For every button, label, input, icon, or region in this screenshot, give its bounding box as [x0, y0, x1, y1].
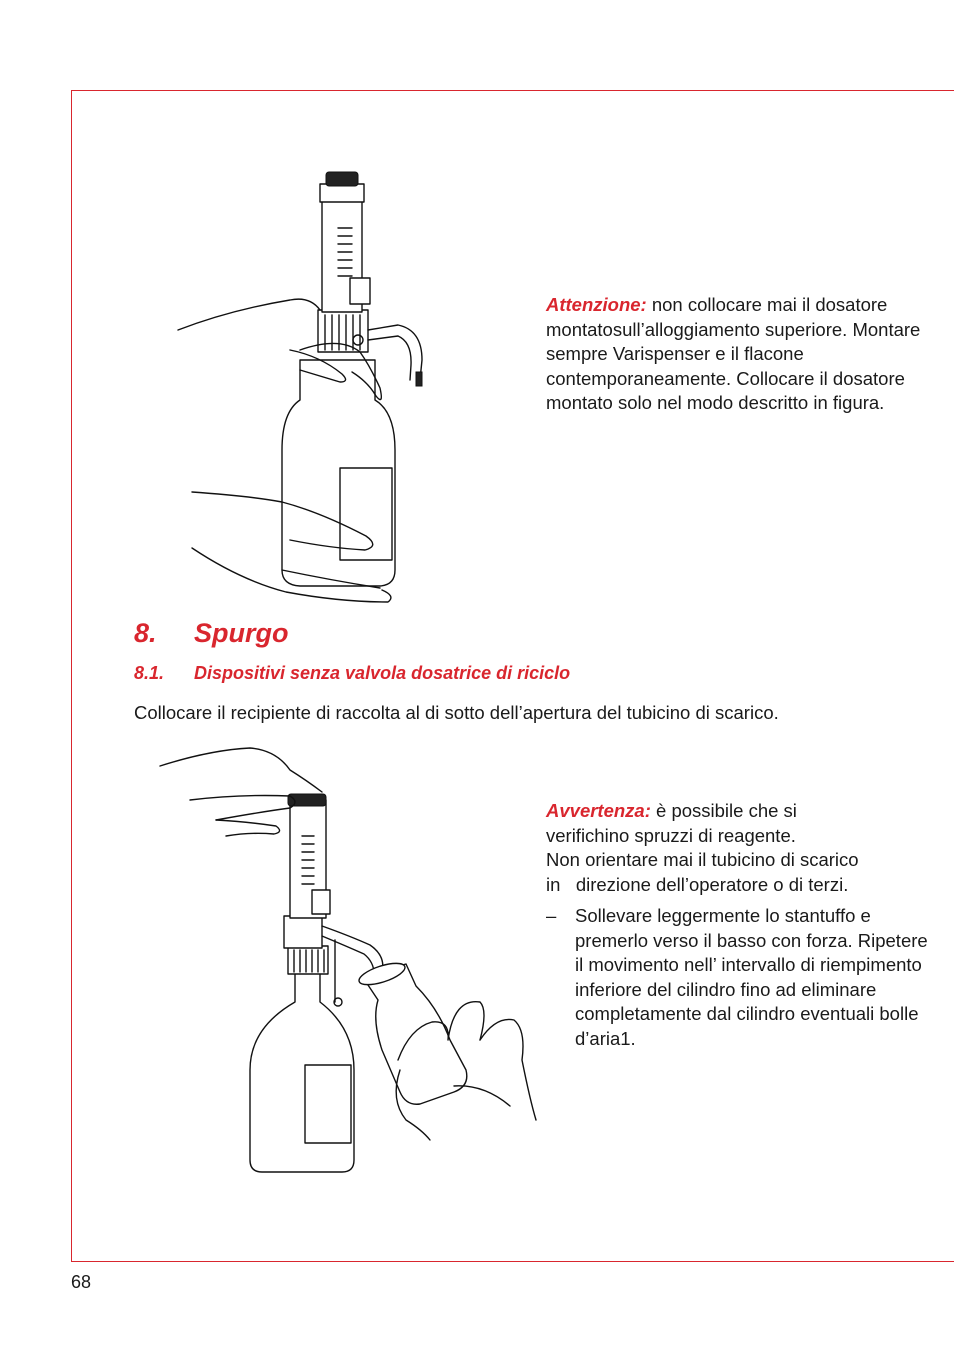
attention-note: [546, 293, 926, 416]
figure-dispenser-purging: [150, 740, 540, 1180]
attention-label: Attenzione:: [546, 294, 647, 315]
subsection-heading: [134, 661, 570, 685]
section-title: Spurgo: [194, 618, 289, 648]
warning-text-line-1: è possibile che si: [650, 800, 797, 821]
warning-text-line-2: verifichino spruzzi di reagente.: [546, 824, 796, 846]
warning-note: [546, 799, 926, 897]
warning-text-line-3: Non orientare mai il tubicino di scarico: [546, 849, 859, 871]
page-number: 68: [71, 1272, 92, 1292]
warning-label: Avvertenza:: [546, 800, 651, 821]
step-item: [546, 904, 936, 1052]
section-heading: [134, 616, 289, 650]
section-number: 8.: [134, 618, 157, 648]
warning-text-line-4: in direzione dell’operatore o di terzi.: [546, 873, 849, 895]
step-bullet: –: [546, 905, 557, 926]
figure-dispenser-mounting: [170, 160, 470, 610]
subsection-title: Dispositivi senza valvola dosatrice di riciclo: [194, 663, 571, 683]
subsection-number: 8.1.: [134, 663, 165, 683]
intro-paragraph: Collocare il recipiente di raccolta al di sotto dell’apertura del tubicino di scarico.: [134, 702, 779, 723]
attention-text: non collocare mai il dosatore montatosull’alloggiamento superiore. Montare sempre Varispenser e il flacone contemporaneamente. Collocare il dosatore montato solo nel modo descritto in figura.: [546, 294, 921, 414]
step-text: Sollevare leggermente lo stantuffo e premerlo verso il basso con forza. Ripetere il movimento nell’ intervallo di riempimento inferiore del cilindro fino ad eliminare completamente dal cilindro eventuali bolle d’aria1.: [575, 905, 928, 1049]
